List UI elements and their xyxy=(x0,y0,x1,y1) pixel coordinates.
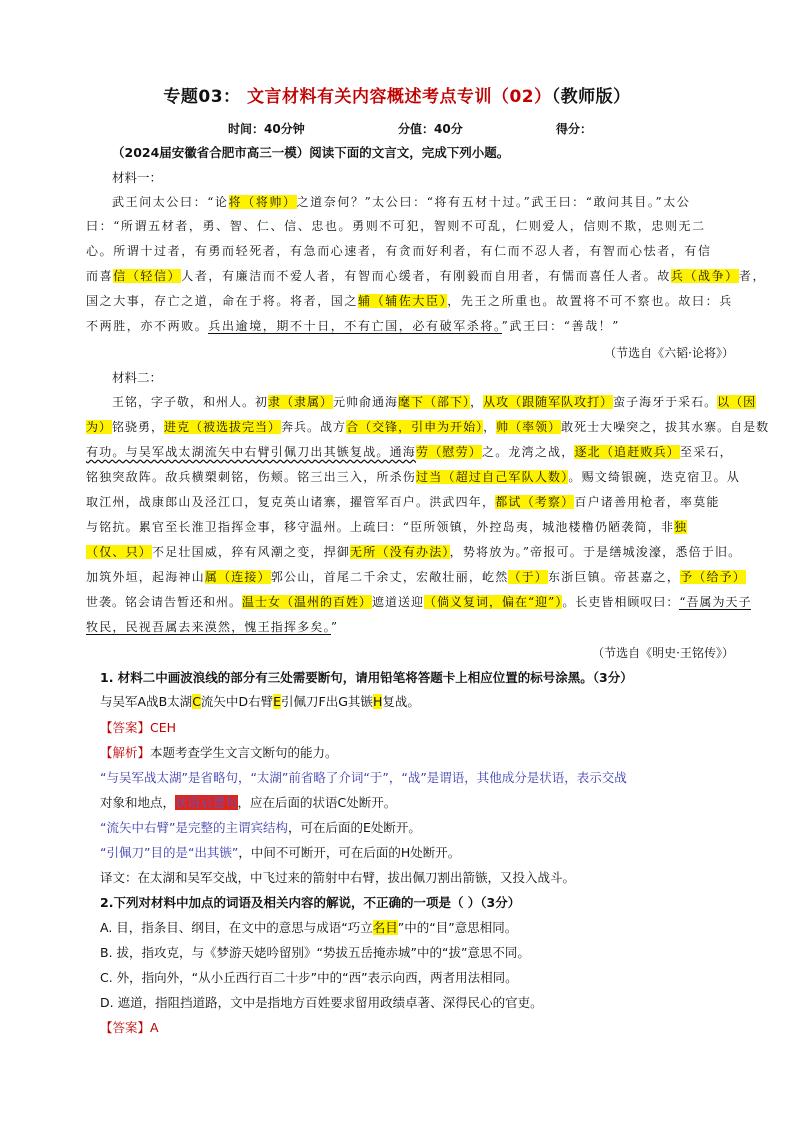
title-main: 文言材料有关内容概述考点专训（02） xyxy=(246,87,552,107)
m2-line1: 王铭，字子敬，和州人。初隶（隶属）元帅俞通海麾下（部下），从攻（跟随军队攻打）蛮子海牙于采石。以（因 xyxy=(112,395,757,409)
page-title xyxy=(0,82,794,107)
m2-line6: 与铭抗。累官至长淮卫指挥佥事，移守温州。上疏曰：“臣所领镇，外控岛夷，城池楼橹仍陋袭简，非独 xyxy=(86,520,688,534)
m2-line2: 为）铭骁勇，进克（被选拔完当）奔兵。战方合（交锋，引申为开始），帅（率领）敢死士大噪突之，拔其水寨。自是数 xyxy=(86,420,770,434)
q1-analysis-a4: “引佩刀”目的是“出其镞”，中间不可断开，可在后面的H处断开。 xyxy=(100,845,461,860)
time-label: 时间：40分钟 xyxy=(228,122,305,136)
m1-line6: 不两胜，亦不两败。兵出逾境，期不十日，不有亡国，必有破军杀将。”武王曰：“善哉！” xyxy=(86,319,621,333)
q1-analysis-a1: “与吴军战太湖”是省略句，“太湖”前省略了介词“于”，“战”是谓语，其他成分是状语，表示交战 xyxy=(100,770,627,785)
q1-sequence: 与吴军A战B太湖C流矢中D右臂E引佩刀F出G其镞H复战。 xyxy=(100,694,420,709)
q1-translation: 译文：在太湖和吴军交战，中飞过来的箭射中右臂，拔出佩刀割出箭镞，又投入战斗。 xyxy=(100,870,576,885)
q1-answer: 【答案】CEH xyxy=(100,720,177,735)
m2-line8: 加筑外垣，起海神山属（连接）郭公山，首尾二千余丈，宏敞壮丽，屹然（于）东浙巨镇。帝甚嘉之，予（给予） xyxy=(86,570,747,584)
score-label: 分值：40分 xyxy=(398,122,463,136)
q2-answer: 【答案】A xyxy=(100,1020,159,1035)
m2-source: （节选自《明史·王铭传》） xyxy=(592,646,734,660)
m2-line9: 世袭。铭会请告暂还和州。温士女（温州的百姓）遮道送迎（倘义复词，偏在“迎”）。长吏皆相顾叹曰：“吾属为天子 xyxy=(86,595,752,609)
q2-option-a: A. 目，指条目、纲目，在文中的意思与成语“巧立名目”中的“目”意思相同。 xyxy=(100,920,518,935)
q1-analysis-a2: 对象和地点，状语后置句，应在后面的状语C处断开。 xyxy=(100,795,397,810)
material1-label: 材料一： xyxy=(112,170,163,185)
m1-line4: 而喜信（轻信）人者，有廉洁而不爱人者，有智而心缓者，有刚毅而自用者，有懦而喜任人者。故兵（战争）者， xyxy=(86,269,767,283)
q2-option-c: C. 外，指向外，“从小丘西行百二十步”中的“西”表示向西，两者用法相同。 xyxy=(100,970,518,985)
m2-line7: （仅、只）不足壮国威，猝有风潮之变，捍御无所（没有办法），势将放为。”帝报可。于是缮城浚濠，悉倍于旧。 xyxy=(86,545,742,559)
m2-line5: 取江州，战康郎山及泾江口，复克英山诸寨，擢管军百户。洪武四年，都试（考察）百户诸善用枪者，率莫能 xyxy=(86,495,720,509)
intro-text: （2024届安徽省合肥市高三一模）阅读下面的文言文，完成下列小题。 xyxy=(112,145,510,160)
m1-line5: 国之大事，存亡之道，命在于将。将者，国之辅（辅佐大臣），先王之所重也。故置将不可不察也。故曰：兵 xyxy=(86,294,733,308)
title-suffix: （教师版） xyxy=(551,87,631,107)
m1-line1: 武王问太公曰：“论将（将帅）之道奈何？”太公曰：“将有五材十过。”武王曰：“敢问其目。”太公 xyxy=(112,195,691,209)
q1-analysis: 【解析】本题考查学生文言文断句的能力。 xyxy=(100,745,338,760)
material2-label: 材料二： xyxy=(112,370,163,385)
q1-analysis-a3: “流矢中右臂”是完整的主谓宾结构，可在后面的E处断开。 xyxy=(100,820,421,835)
m2-line3: 有功。与吴军战太湖流矢中右臂引佩刀出其镞复战。通海劳（慰劳）之。龙湾之战，逐北（追赶败兵）至采石， xyxy=(86,445,733,459)
q2-option-b: B. 拔，指攻克，与《梦游天姥吟留别》“势拔五岳掩赤城”中的“拔”意思不同。 xyxy=(100,945,530,960)
m1-line2: 曰：“所谓五材者，勇、智、仁、信、忠也。勇则不可犯，智则不可乱，仁则爱人，信则不欺，忠则无二 xyxy=(86,219,706,233)
m1-source: （节选自《六韬·论将》） xyxy=(604,346,734,360)
q2-option-d: D. 遮道，指阻挡道路，文中是指地方百姓要求留用政绩卓著、深得民心的官吏。 xyxy=(100,995,543,1010)
q1-stem: 1. 材料二中画波浪线的部分有三处需要断句，请用铅笔将答题卡上相应位置的标号涂黑。（3分） xyxy=(100,670,633,685)
q2-stem: 2.下列对材料中加点的词语及相关内容的解说，不正确的一项是（ ）（3分） xyxy=(100,895,521,910)
title-prefix: 专题03： xyxy=(163,87,241,107)
m2-line10: 牧民，民视吾属去来漠然，愧王指挥多矣。” xyxy=(86,620,339,634)
m1-line3: 心。所谓十过者，有勇而轻死者，有急而心速者，有贪而好利者，有仁而不忍人者，有智而心怯者，有信 xyxy=(86,244,712,258)
m2-line4: 铭独突敌阵。敌兵横槊刺铭，伤颊。铭三出三入，所杀伤过当（超过自己军队人数）。赐文绮银碗，迭克宿卫。从 xyxy=(86,470,741,484)
got-label: 得分： xyxy=(556,122,593,136)
